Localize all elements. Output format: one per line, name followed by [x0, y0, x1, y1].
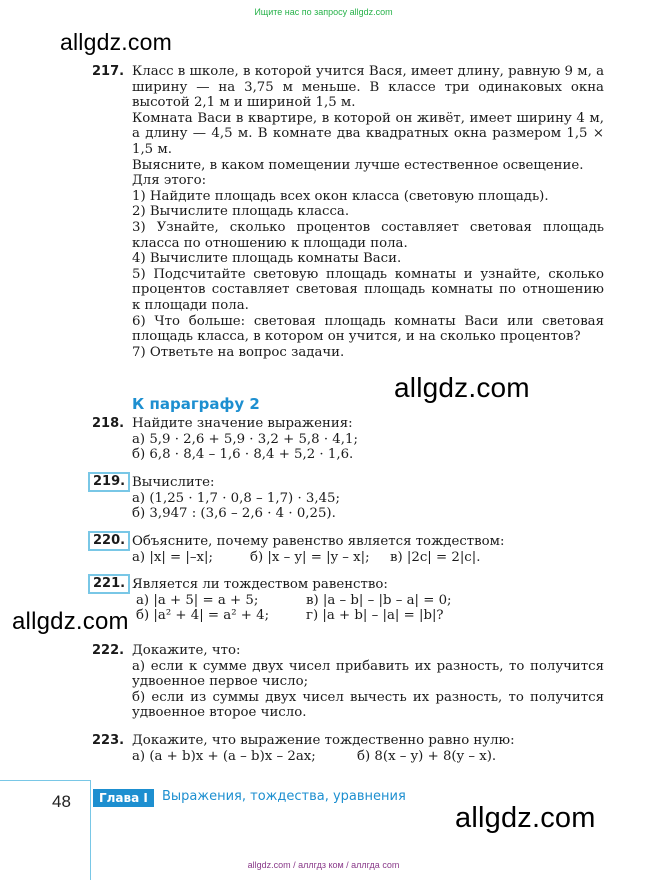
task-part-c: в) |2c| = 2|c|.: [390, 549, 481, 565]
task-part-b: б) 6,8 · 8,4 – 1,6 · 8,4 + 5,2 · 1,6.: [132, 447, 354, 463]
task-number: 217.: [92, 64, 125, 79]
task-text: Класс в школе, в которой учится Вася, имеет длину, равную 9 м, а ширину — на 3,75 м меньше. В классе три одинаковых окна высотой 2,1 м и шириной 1,5 м.: [132, 64, 604, 111]
footer-divider: [0, 780, 90, 781]
task-part-v: в) |a – b| – |b – a| = 0;: [306, 592, 452, 608]
task-217: [92, 64, 604, 360]
task-step: 4) Вычислите площадь комнаты Васи.: [132, 251, 402, 267]
task-text: Для этого:: [132, 173, 207, 189]
section-title: К параграфу 2: [132, 395, 260, 413]
task-part-a: а) |x| = |–x|;: [132, 549, 213, 565]
task-title: Докажите, что выражение тождественно равно нулю:: [132, 733, 515, 748]
task-step: 5) Подсчитайте световую площадь комнаты и узнайте, сколько процентов составляет световая площадь комнаты по отношению к площади пола.: [132, 266, 604, 313]
chapter-title: Выражения, тождества, уравнения: [162, 789, 406, 804]
task-number: 218.: [92, 416, 125, 431]
task-text: Выясните, в каком помещении лучше естественное освещение.: [132, 157, 584, 173]
task-part-a: а) (1,25 · 1,7 · 0,8 – 1,7) · 3,45;: [132, 490, 340, 506]
task-part-g: г) |a + b| – |a| = |b|?: [306, 608, 444, 624]
top-banner: Ищите нас по запросу allgdz.com: [254, 7, 393, 17]
task-title: Является ли тождеством равенство:: [132, 577, 388, 592]
task-text: Комната Васи в квартире, в которой он живёт, имеет ширину 4 м, а длину — 4,5 м. В комнате два квадратных окна размером 1,5 × 1,5 м.: [132, 110, 604, 157]
task-title: Объясните, почему равенство является тождеством:: [132, 534, 505, 549]
task-step: 1) Найдите площадь всех окон класса (световую площадь).: [132, 188, 549, 204]
task-number: 222.: [92, 643, 125, 658]
task-part-b: б) 8(x – y) + 8(y – x).: [357, 748, 497, 764]
task-number: 223.: [92, 733, 125, 748]
task-part-b: б) 3,947 : (3,6 – 2,6 · 4 · 0,25).: [132, 506, 336, 522]
task-title: Докажите, что:: [132, 643, 241, 658]
bottom-banner: allgdz.com / аллгдз ком / аллгда com: [247, 860, 400, 870]
task-part-a: а) |a + 5| = a + 5;: [136, 592, 259, 608]
task-221: [92, 577, 604, 624]
task-part-a: а) если к сумме двух чисел прибавить их разность, то получится удвоенное первое число;: [132, 658, 604, 690]
task-step: 6) Что больше: световая площадь комнаты Васи или световая площадь класса, в котором он учится, и на сколько процентов?: [132, 313, 604, 345]
task-title: Найдите значение выражения:: [132, 416, 353, 431]
task-title: Вычислите:: [132, 475, 215, 490]
task-223: [92, 733, 604, 764]
task-step: 2) Вычислите площадь класса.: [132, 204, 350, 220]
task-220: [92, 534, 604, 565]
watermark: allgdz.com: [394, 372, 530, 403]
watermark: allgdz.com: [455, 802, 596, 834]
task-number: 219.: [88, 472, 130, 492]
watermark: allgdz.com: [12, 608, 129, 635]
task-number: 220.: [88, 531, 130, 551]
task-step: 7) Ответьте на вопрос задачи.: [132, 344, 345, 360]
task-part-a: а) 5,9 · 2,6 + 5,9 · 3,2 + 5,8 · 4,1;: [132, 431, 358, 447]
task-step: 3) Узнайте, сколько процентов составляет световая площадь класса по отношению к площади пола.: [132, 219, 604, 251]
task-222: [92, 643, 604, 721]
chapter-badge: Глава I: [93, 789, 154, 807]
watermark: allgdz.com: [60, 29, 172, 55]
task-219: [92, 475, 604, 522]
task-part-b: б) |x – y| = |y – x|;: [250, 549, 370, 565]
task-218: [92, 416, 604, 463]
task-part-a: а) (a + b)x + (a – b)x – 2ax;: [132, 748, 316, 764]
page-number: 48: [52, 792, 71, 811]
task-part-b: б) |a² + 4| = a² + 4;: [136, 608, 270, 624]
task-part-b: б) если из суммы двух чисел вычесть их разность, то получится удвоенное второе число.: [132, 689, 604, 721]
task-number: 221.: [88, 574, 130, 594]
